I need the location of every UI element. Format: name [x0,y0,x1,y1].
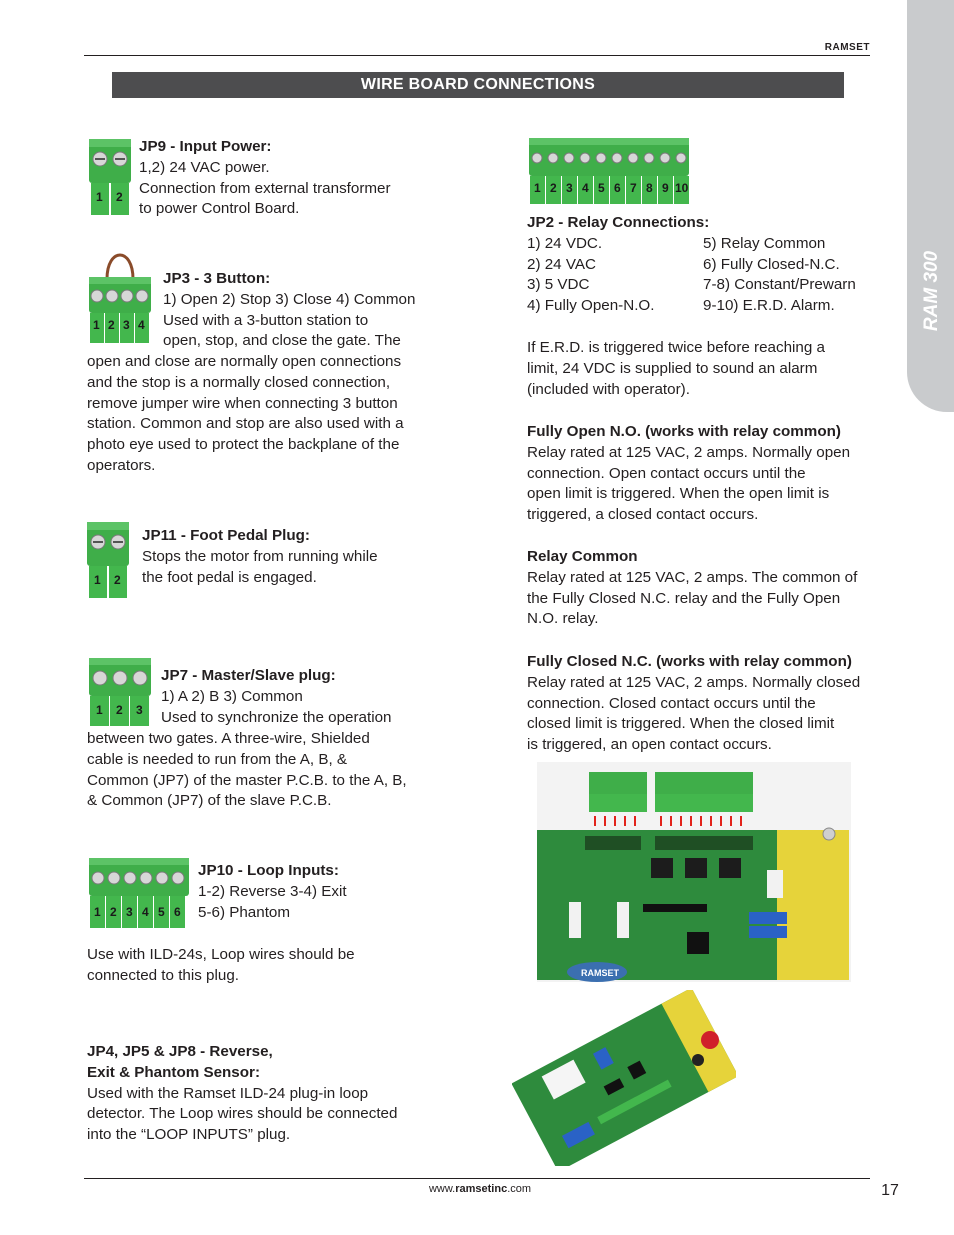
svg-text:3: 3 [566,181,573,195]
jp7-description [161,666,441,728]
svg-text:RAMSET: RAMSET [581,968,619,978]
svg-text:2: 2 [110,905,117,919]
svg-text:5: 5 [158,905,165,919]
jp10-line: 1-2) Reverse 3-4) Exit [198,882,347,900]
svg-text:2: 2 [114,573,121,587]
svg-text:4: 4 [582,181,589,195]
jp4-title: Exit & Phantom Sensor: [87,1063,260,1081]
svg-text:1: 1 [96,703,103,717]
fully-open-section: Fully Open N.O. (works with relay common) Relay rated at 125 VAC, 2 amps. Normally open connection. Open contact occurs until the open limit is triggered. When the open limit is triggered, a closed contact occurs. [527,422,872,526]
jp2-connector-image [527,136,691,206]
svg-text:7: 7 [630,181,637,195]
fully-closed-section: Fully Closed N.C. (works with relay common) Relay rated at 125 VAC, 2 amps. Normally closed connection. Closed contact occurs until the closed limit is triggered. When the closed limit is triggered, an open contact occurs. [527,652,872,756]
jp7-line: 1) A 2) B 3) Common [161,687,303,705]
jp3-line: Used with a 3-button station to [163,311,369,329]
jp10-connector-image [87,856,191,930]
side-tab [907,0,954,412]
jp9-line: Connection from external transformer [139,179,391,197]
control-board-closeup-image [537,762,851,982]
jp7-title: JP7 - Master/Slave plug: [161,667,336,684]
jp10-line: 5-6) Phantom [198,903,291,921]
jp9-connector-image [87,137,133,217]
erd-paragraph: If E.R.D. is triggered twice before reaching a limit, 24 VDC is supplied to sound an alarm (included with operator). [527,339,825,398]
svg-text:5: 5 [598,181,605,195]
svg-text:6: 6 [614,181,621,195]
svg-text:2: 2 [550,181,557,195]
jp3-line: open, stop, and close the gate. The [163,332,401,350]
bottom-rule [84,1178,870,1179]
svg-text:2: 2 [116,190,123,204]
jp11-title: JP11 - Foot Pedal Plug: [142,527,310,544]
jp10-description [198,861,438,923]
jp11-line: Stops the motor from running while [142,547,378,565]
jp10-body: Use with ILD-24s, Loop wires should be connected to this plug. [87,946,355,984]
svg-text:4: 4 [142,905,149,919]
svg-text:1: 1 [534,181,541,195]
jp11-description [142,526,442,588]
control-board-full-image [512,990,736,1166]
svg-text:1: 1 [94,905,101,919]
side-tab-label: RAM 300 [921,250,943,332]
jp2-title: JP2 - Relay Connections: [527,214,710,231]
svg-text:10: 10 [675,181,689,195]
jp4-title: JP4, JP5 & JP8 - Reverse, [87,1043,273,1060]
svg-text:1: 1 [93,318,100,332]
page-number: 17 [881,1182,899,1199]
section-banner: WIRE BOARD CONNECTIONS [112,72,844,98]
jp3-title: JP3 - 3 Button: [163,270,271,287]
relay-common-title: Relay Common [527,548,638,565]
jp9-line: to power Control Board. [139,200,300,218]
jp4-jp5-jp8-description: JP4, JP5 & JP8 - Reverse, Exit & Phantom Sensor: Used with the Ramset ILD-24 plug-in loop detector. The Loop wires should be connected into the “LOOP INPUTS” plug. [87,1042,447,1146]
svg-text:6: 6 [174,905,181,919]
svg-text:3: 3 [123,318,130,332]
svg-text:9: 9 [662,181,669,195]
fully-open-title: Fully Open N.O. (works with relay common) [527,423,841,440]
jp10-title: JP10 - Loop Inputs: [198,862,339,879]
jp7-line: Used to synchronize the operation [161,708,392,726]
jp9-description [139,137,439,220]
jp9-title: JP9 - Input Power: [139,138,272,155]
jp7-body: between two gates. A three-wire, Shielded cable is needed to run from the A, B, & Common (JP7) of the master P.C.B. to the A, B, & Common (JP7) of the slave P.C.B. [87,730,407,810]
jp3-body: open and close are normally open connections and the stop is a normally closed connection, remove jumper wire when connecting 3 button station. Common and stop are also used with a photo eye used to protect the backplane of the operators. [87,353,404,474]
jp3-description [163,269,443,352]
svg-text:4: 4 [138,318,145,332]
footer-url: www.ramsetinc.com [428,1183,532,1195]
svg-text:8: 8 [646,181,653,195]
svg-text:1: 1 [96,190,103,204]
svg-text:1: 1 [94,573,101,587]
jp9-line: 1,2) 24 VAC power. [139,158,270,176]
svg-text:2: 2 [116,703,123,717]
brand-name: RAMSET [824,42,870,53]
jp11-line: the foot pedal is engaged. [142,568,317,586]
svg-text:2: 2 [108,318,115,332]
fully-closed-title: Fully Closed N.C. (works with relay common) [527,653,852,670]
svg-text:3: 3 [136,703,143,717]
jp3-connector-image [87,249,153,345]
jp3-line: 1) Open 2) Stop 3) Close 4) Common [163,290,416,308]
top-rule [84,55,870,56]
jp2-description: JP2 - Relay Connections: 1) 24 VDC. 2) 24 VAC 3) 5 VDC 4) Fully Open-N.O. 5) Relay Common 6) Fully Closed-N.C. 7-8) Constant/Prewarn 9-10) E.R.D. Alarm. [527,213,872,317]
jp7-connector-image [87,656,153,728]
jp11-connector-image [85,520,131,600]
relay-common-section: Relay Common Relay rated at 125 VAC, 2 amps. The common of the Fully Closed N.C. relay and the Fully Open N.O. relay. [527,547,872,630]
svg-text:3: 3 [126,905,133,919]
